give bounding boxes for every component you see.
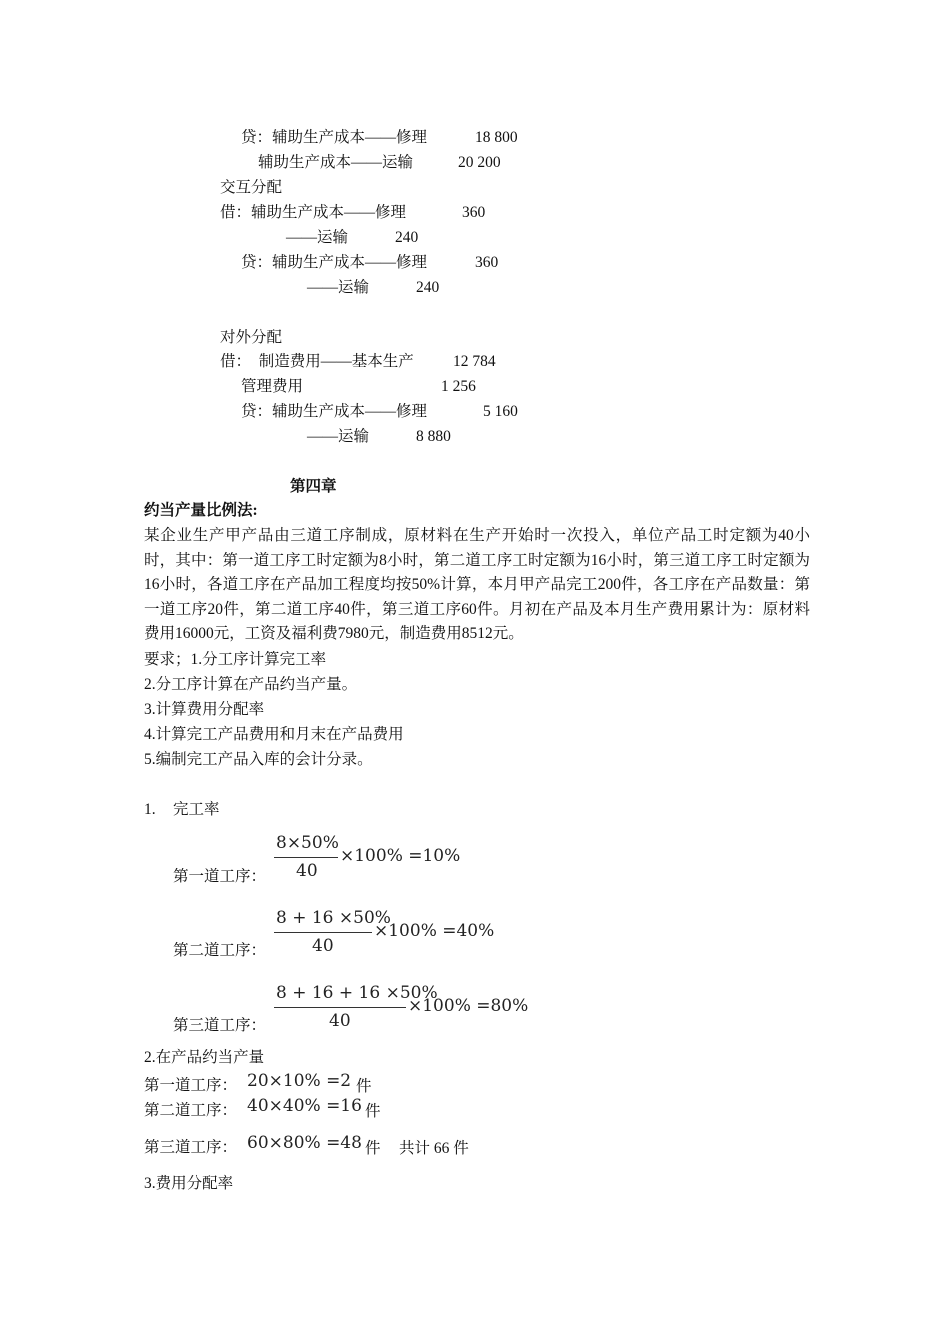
entry-credit-repair-2-amount: 360 [475, 254, 499, 271]
eq1-formula: 20×10% =2 [247, 1071, 352, 1091]
eq2-unit: 件 [365, 1103, 381, 1120]
solution-1-title: 完工率 [173, 801, 220, 818]
heading-external-allocation: 对外分配 [220, 329, 283, 346]
eq3-unit: 件 [365, 1140, 381, 1157]
eq1-unit: 件 [356, 1078, 372, 1095]
requirement-1: 要求；1.分工序计算完工率 [144, 651, 327, 668]
requirement-5: 5.编制完工产品入库的会计分录。 [144, 751, 373, 768]
entry-debit-overhead: 借： 制造费用——基本生产 [220, 353, 414, 370]
eq3-total: 共计 66 件 [399, 1140, 469, 1157]
entry-debit-transport: ——运输 [286, 229, 349, 246]
eq3-label: 第三道工序： [144, 1139, 238, 1156]
solution-3-title: 3.费用分配率 [144, 1175, 234, 1192]
eq2-label: 第二道工序： [144, 1102, 238, 1119]
eq2-formula: 40×40% =16 [247, 1096, 362, 1116]
entry-credit-repair-3: 贷：辅助生产成本——修理 [241, 403, 428, 420]
entry-admin-expense: 管理费用 [241, 378, 304, 395]
solution-2-title: 2.在产品约当产量 [144, 1049, 265, 1066]
step1-denominator: 40 [296, 861, 318, 881]
eq1-label: 第一道工序： [144, 1077, 238, 1094]
entry-credit-transport-3: ——运输 [307, 428, 370, 445]
step1-label: 第一道工序： [173, 868, 267, 885]
requirement-4: 4.计算完工产品费用和月末在产品费用 [144, 726, 404, 743]
step1-fraction-bar [274, 857, 338, 858]
entry-credit-transport: 辅助生产成本——运输 [258, 154, 414, 171]
entry-credit-repair-2: 贷：辅助生产成本——修理 [241, 254, 428, 271]
solution-1-number: 1. [144, 801, 156, 818]
step3-numerator: 8 + 16 + 16 ×50% [276, 983, 438, 1003]
entry-credit-transport-2: ——运输 [307, 279, 370, 296]
method-title: 约当产量比例法: [144, 502, 258, 519]
step3-fraction-bar [274, 1007, 406, 1008]
step2-label: 第二道工序： [173, 942, 267, 959]
step1-formula [274, 830, 474, 890]
step3-denominator: 40 [329, 1011, 351, 1031]
chapter-title: 第四章 [290, 478, 337, 495]
step3-label: 第三道工序： [173, 1017, 267, 1034]
step2-numerator: 8 + 16 ×50% [276, 908, 391, 928]
entry-credit-repair: 贷：辅助生产成本——修理 [241, 129, 428, 146]
entry-admin-expense-amount: 1 256 [441, 378, 476, 395]
requirement-2: 2.分工序计算在产品约当产量。 [144, 676, 358, 693]
eq3-formula: 60×80% =48 [247, 1133, 362, 1153]
entry-credit-repair-3-amount: 5 160 [483, 403, 518, 420]
step1-result: ×100% =10% [340, 846, 461, 866]
entry-credit-transport-2-amount: 240 [416, 279, 440, 296]
entry-credit-transport-3-amount: 8 880 [416, 428, 451, 445]
step2-fraction-bar [274, 932, 372, 933]
step2-formula [274, 905, 504, 965]
entry-debit-overhead-amount: 12 784 [453, 353, 496, 370]
entry-debit-transport-amount: 240 [395, 229, 419, 246]
step2-denominator: 40 [312, 936, 334, 956]
entry-debit-repair: 借：辅助生产成本——修理 [220, 204, 407, 221]
step2-result: ×100% =40% [374, 921, 495, 941]
step1-numerator: 8×50% [276, 833, 339, 853]
entry-debit-repair-amount: 360 [462, 204, 486, 221]
heading-mutual-allocation: 交互分配 [220, 179, 283, 196]
step3-result: ×100% =80% [408, 996, 529, 1016]
requirement-3: 3.计算费用分配率 [144, 701, 265, 718]
entry-credit-repair-amount: 18 800 [475, 129, 518, 146]
step3-formula [274, 980, 534, 1040]
entry-credit-transport-amount: 20 200 [458, 154, 501, 171]
problem-text: 某企业生产甲产品由三道工序制成，原材料在生产开始时一次投入，单位产品工时定额为40小时，其中：第一道工序工时定额为8小时，第二道工序工时定额为16小时，第三道工序工时定额为16小时，各道工序在产品加工程度均按50%计算，本月甲产品完工200件，各工序在产品数量：第一道工序20件，第二道工序40件，第三道工序60件。月初在产品及本月生产费用累计为：原材料费用16000元，工资及福利费7980元，制造费用8512元。 [144, 527, 810, 642]
